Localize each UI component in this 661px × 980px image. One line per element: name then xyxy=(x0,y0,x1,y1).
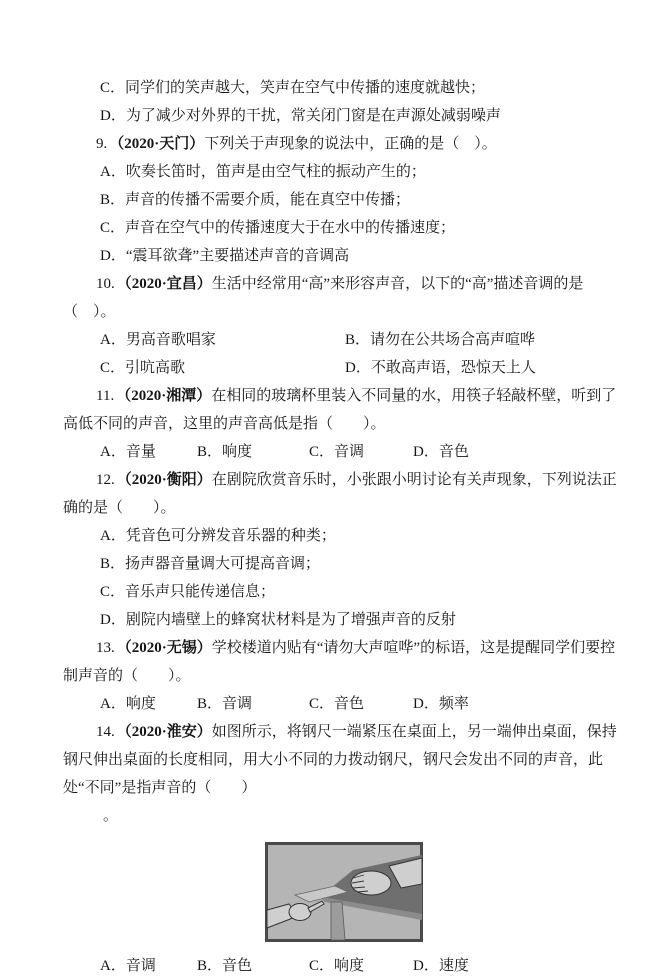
plucking-hand xyxy=(289,904,311,921)
question-10 xyxy=(63,270,623,326)
question-14-option-c: C．响度 xyxy=(309,958,365,974)
question-9-option-d: D．“震耳欲聋”主要描述声音的音调高 xyxy=(100,248,350,264)
question-10-stem: 生活中经常用“高”来形容声音，以下的“高”描述音调的是（ ）。 xyxy=(63,276,584,320)
question-14-option-d: D．速度 xyxy=(413,958,469,974)
question-12-stem: 在剧院欣赏音乐时，小张跟小明讨论有关声现象，下列说法正确的是（ ）。 xyxy=(63,472,617,516)
question-11-option-a: A．音量 xyxy=(100,444,156,460)
question-10-option-c: C．引吭高歌 xyxy=(100,360,186,376)
question-8-option-d: D．为了减少对外界的干扰，常关闭门窗是在声源处减弱噪声 xyxy=(100,108,501,124)
question-9-option-a: A．吹奏长笛时，笛声是由空气柱的振动产生的； xyxy=(100,164,426,180)
question-11 xyxy=(63,382,623,438)
question-14-source: （2020·淮安） xyxy=(116,724,212,740)
question-14-option-a: A．音调 xyxy=(100,958,156,974)
question-14-options-row xyxy=(63,952,623,980)
question-12-option-c: C．音乐声只能传递信息； xyxy=(100,584,276,600)
question-12-option-b: B．扬声器音量调大可提高音调； xyxy=(100,556,321,572)
question-13-source: （2020·无锡） xyxy=(116,640,212,656)
question-10-number: 10. xyxy=(96,276,115,292)
question-9-stem: 下列关于声现象的说法中，正确的是（ ）。 xyxy=(204,136,497,152)
question-11-option-b: B．响度 xyxy=(197,444,253,460)
question-10-source: （2020·宜昌） xyxy=(116,276,212,292)
question-12-option-a: A．凭音色可分辨发音乐器的种类； xyxy=(100,528,336,544)
question-9-number: 9. xyxy=(96,136,108,152)
question-11-number: 11. xyxy=(96,388,115,404)
question-8-option-c: C．同学们的笑声越大，笑声在空气中传播的速度就越快； xyxy=(100,80,486,96)
question-13 xyxy=(63,634,623,690)
question-13-option-b: B．音调 xyxy=(197,696,253,712)
question-14 xyxy=(63,718,623,802)
question-14-stem-tail: 。 xyxy=(103,808,119,824)
question-13-option-c: C．音色 xyxy=(309,696,365,712)
question-11-options-row xyxy=(63,438,623,466)
question-9-source: （2020·天门） xyxy=(109,136,205,152)
question-12 xyxy=(63,466,623,522)
question-11-stem: 在相同的玻璃杯里装入不同量的水，用筷子轻敲杯壁，听到了高低不同的声音，这里的声音高低是指（ ）。 xyxy=(63,388,617,432)
question-14-number: 14. xyxy=(96,724,115,740)
question-10-option-d: D．不敢高声语，恐惊天上人 xyxy=(345,360,536,376)
question-11-source: （2020·湘潭） xyxy=(116,388,212,404)
question-9-option-b: B．声音的传播不需要介质，能在真空中传播； xyxy=(100,192,411,208)
pressing-hand xyxy=(351,871,391,895)
question-10-options-row-2 xyxy=(63,354,623,382)
question-14-stem: 如图所示，将钢尺一端紧压在桌面上，另一端伸出桌面，保持钢尺伸出桌面的长度相同，用大小不同的力拨动钢尺，钢尺会发出不同的声音，此处“不同”是指声音的（ ） xyxy=(63,724,617,796)
question-10-option-a: A．男高音歌唱家 xyxy=(100,332,216,348)
q14-figure xyxy=(265,842,423,942)
question-12-source: （2020·衡阳） xyxy=(116,472,212,488)
question-12-option-d: D．剧院内墙壁上的蜂窝状材料是为了增强声音的反射 xyxy=(100,612,456,628)
question-13-options-row xyxy=(63,690,623,718)
question-10-option-b: B．请勿在公共场合高声喧哗 xyxy=(345,332,536,348)
question-12-number: 12. xyxy=(96,472,115,488)
question-9-option-c: C．声音在空气中的传播速度大于在水中的传播速度； xyxy=(100,220,456,236)
ruler-pluck-photo xyxy=(265,842,423,942)
question-9 xyxy=(63,130,623,158)
question-11-option-d: D．音色 xyxy=(413,444,469,460)
question-13-stem: 学校楼道内贴有“请勿大声喧哗”的标语，这是提醒同学们要控制声音的（ ）。 xyxy=(63,640,616,684)
question-10-options-row-1 xyxy=(63,326,623,354)
question-14-option-b: B．音色 xyxy=(197,958,253,974)
question-11-option-c: C．音调 xyxy=(309,444,365,460)
question-13-option-a: A．响度 xyxy=(100,696,156,712)
question-13-number: 13. xyxy=(96,640,115,656)
question-13-option-d: D．频率 xyxy=(413,696,469,712)
